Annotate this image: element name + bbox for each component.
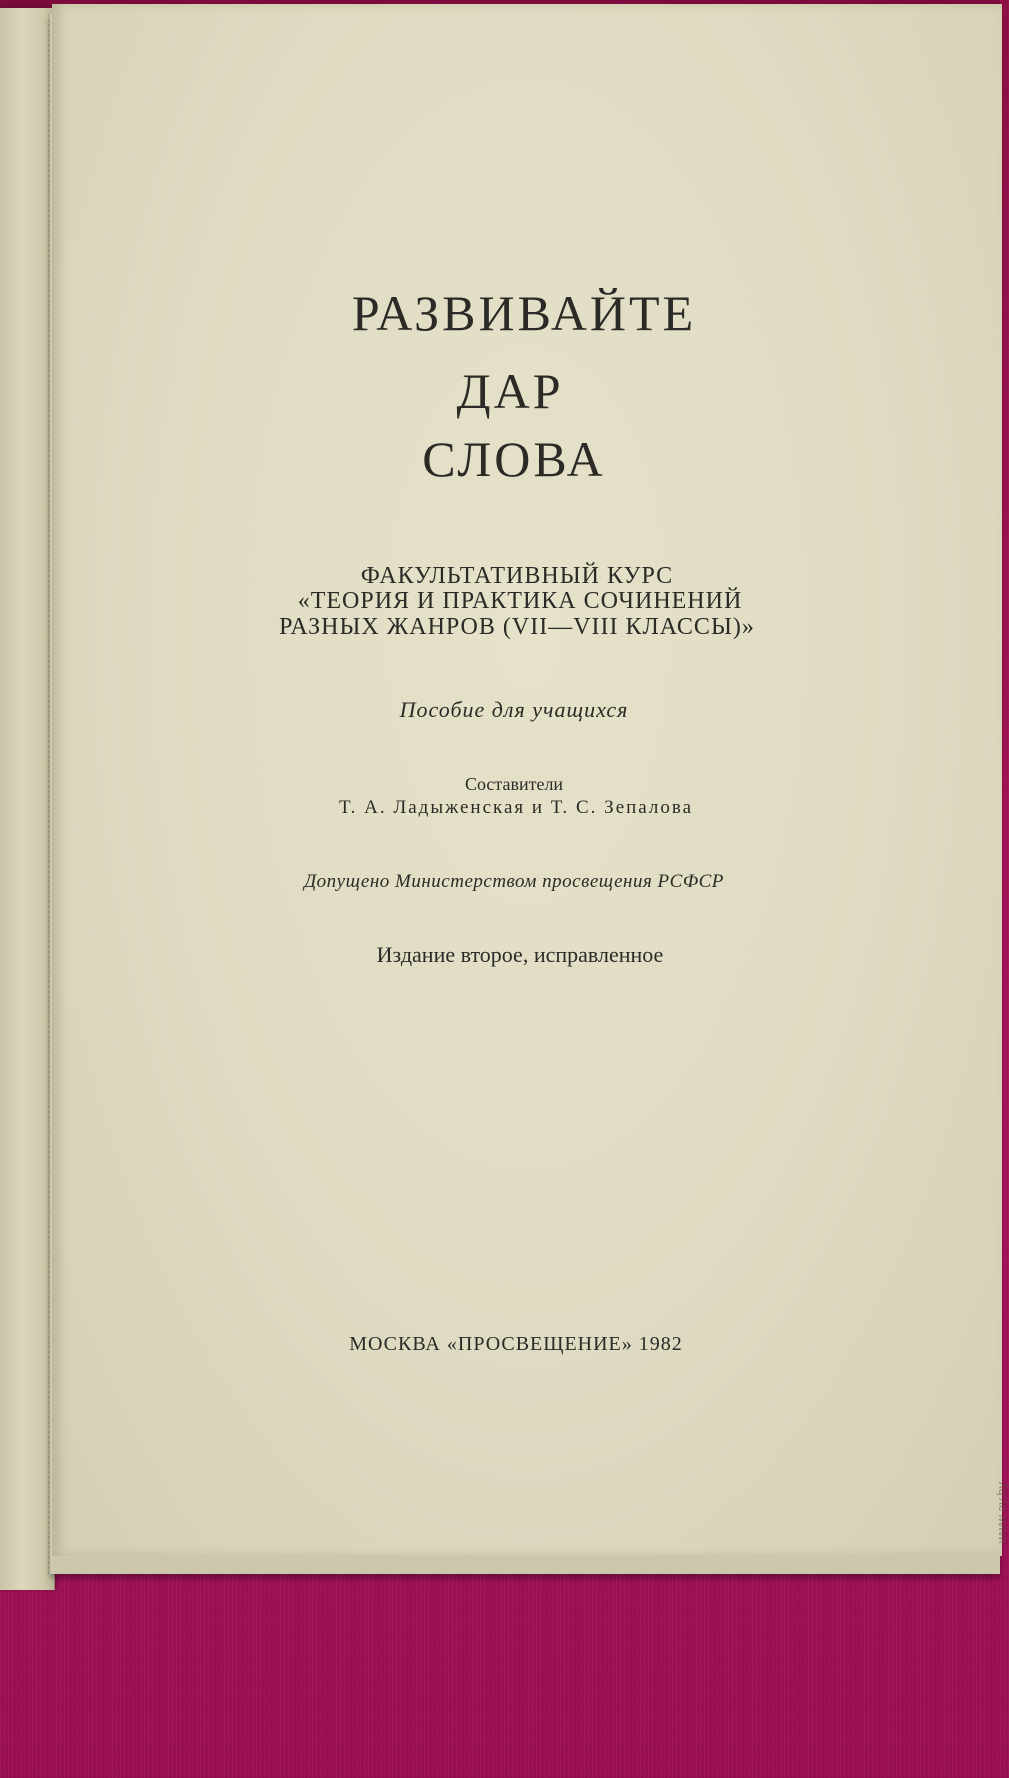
title-page-content bbox=[54, 4, 1002, 1556]
title-page bbox=[52, 4, 1009, 1556]
book-title-line-1: РАЗВИВАЙТЕ bbox=[351, 285, 697, 341]
course-line-1: ФАКУЛЬТАТИВНЫЙ КУРС bbox=[360, 563, 674, 589]
course-line-3: РАЗНЫХ ЖАНРОВ (VII—VIII КЛАССЫ)» bbox=[279, 614, 755, 640]
book-title-line-3: СЛОВА bbox=[422, 431, 606, 487]
site-watermark: www.ay.by bbox=[994, 1482, 1009, 1544]
edition-note: Издание второе, исправленное bbox=[376, 942, 664, 967]
course-line-2: «ТЕОРИЯ И ПРАКТИКА СОЧИНЕНИЙ bbox=[297, 588, 743, 614]
compilers-names: Т. А. Ладыженская и Т. С. Зепалова bbox=[338, 797, 694, 818]
compilers-label: Составители bbox=[464, 774, 564, 794]
book-title-line-2: ДАР bbox=[456, 363, 564, 419]
manual-type: Пособие для учащихся bbox=[399, 697, 629, 722]
publisher-imprint: МОСКВА «ПРОСВЕЩЕНИЕ» 1982 bbox=[349, 1333, 683, 1355]
ministry-approval: Допущено Министерством просвещения РСФСР bbox=[304, 871, 724, 892]
